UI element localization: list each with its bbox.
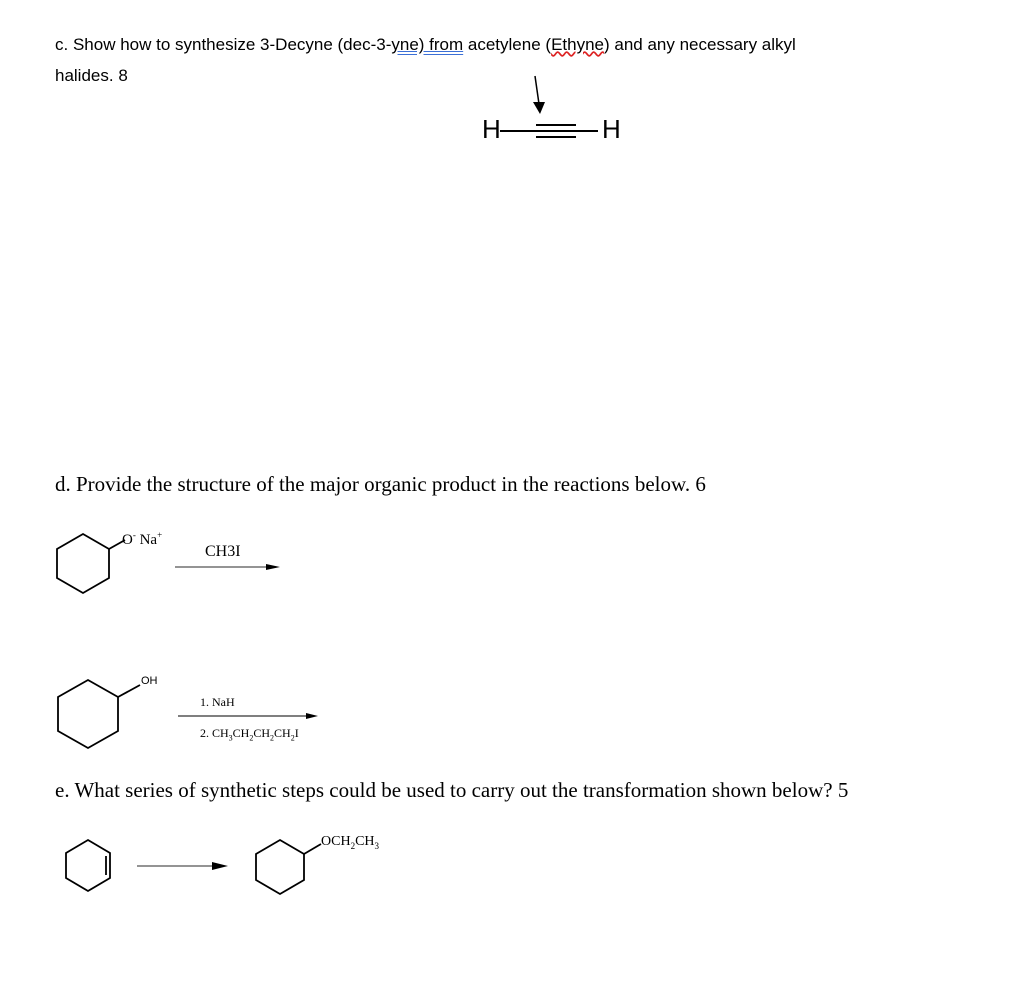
text: 2 [290, 733, 295, 743]
text: c. Show how to synthesize 3-Decyne (dec-3- [55, 35, 392, 54]
text: 3 [227, 543, 236, 560]
reagent-step2 [200, 726, 299, 742]
text: CH [232, 726, 250, 740]
text: 2 [350, 840, 356, 851]
oxygen: O [122, 532, 133, 548]
charge: + [157, 530, 163, 540]
text: 3 [374, 840, 380, 851]
cyclohexane-ring-2 [58, 680, 140, 748]
text: CH [355, 834, 375, 849]
question-c-line2: halides. 8 [55, 66, 128, 85]
text: OCH [321, 834, 351, 849]
text: I [294, 726, 299, 740]
text: I [235, 543, 241, 560]
acetylene-bonds [500, 125, 598, 137]
text: ) and any necessary alkyl [604, 35, 796, 54]
text: 3 [228, 733, 233, 743]
alkoxide-label [122, 530, 162, 549]
text: 2. CH [200, 726, 229, 740]
reaction-arrow-2 [178, 713, 318, 719]
reagent-ch3i [205, 543, 241, 561]
text: 2 [249, 733, 254, 743]
text: CH [274, 726, 291, 740]
spellcheck-underlined-text: Ethyne [551, 35, 604, 54]
text: 2 [270, 733, 275, 743]
hydroxyl-label: OH [141, 675, 158, 687]
question-d-prompt: d. Provide the structure of the major organic product in the reactions below. 6 [55, 472, 706, 496]
question-e-prompt: e. What series of synthetic steps could be used to carry out the transformation shown below? 5 [55, 778, 849, 802]
cyclohexane-ring-1 [57, 534, 125, 593]
text: acetylene ( [463, 35, 552, 54]
grammar-underlined-text: yne) from [391, 35, 464, 54]
charge: - [132, 530, 136, 540]
text: CH [253, 726, 271, 740]
cyclohexene-ring [66, 840, 110, 891]
acetylene-h-left: H [482, 114, 501, 144]
acetylene-h-right: H [602, 114, 621, 144]
transformation-arrow [137, 862, 228, 870]
pointer-arrow [533, 76, 545, 114]
sodium: Na [139, 532, 158, 548]
text: CH [205, 543, 228, 560]
ethoxycyclohexane-ring [256, 840, 321, 894]
reagent-step1: 1. NaH [200, 695, 235, 709]
reaction-arrow-1 [175, 564, 280, 570]
ethoxy-label [321, 834, 379, 851]
